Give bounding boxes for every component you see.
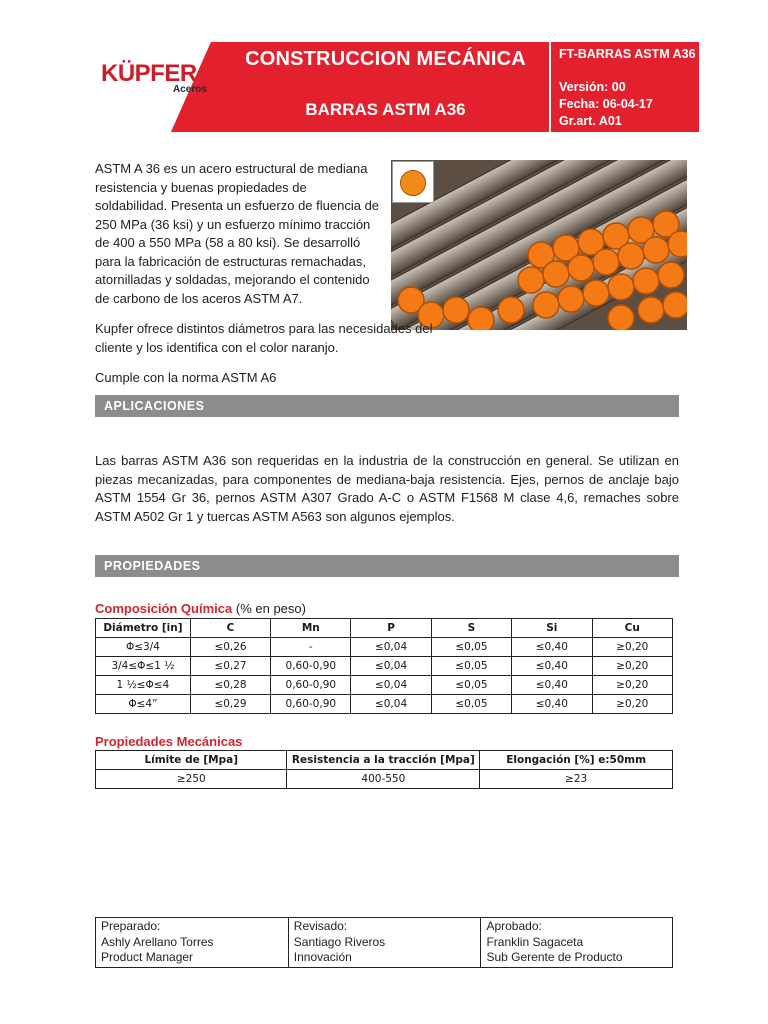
- header-divider: [549, 42, 551, 132]
- mech-properties-title: Propiedades Mecánicas: [95, 734, 243, 749]
- table-cell: ≥0,20: [592, 676, 672, 695]
- table-row: [96, 695, 673, 714]
- steel-bars-image: [391, 160, 687, 330]
- approved-by-cell: [481, 918, 673, 968]
- table-header-cell: P: [351, 619, 431, 638]
- prepared-by-cell: [96, 918, 289, 968]
- table-header-cell: Si: [512, 619, 592, 638]
- table-header-cell: Elongación [%] e:50mm: [480, 751, 673, 770]
- table-header-cell: Mn: [271, 619, 351, 638]
- table-row: [96, 638, 673, 657]
- document-version: Versión: 00: [559, 80, 626, 94]
- table-cell: ≤0,05: [431, 638, 511, 657]
- document-meta: [559, 46, 696, 130]
- table-cell: ≤0,28: [190, 676, 270, 695]
- header-subtitle: BARRAS ASTM A36: [305, 100, 466, 119]
- approval-table: [95, 917, 673, 968]
- table-cell: ≥250: [96, 770, 287, 789]
- table-header-cell: Límite de [Mpa]: [96, 751, 287, 770]
- signature-name: Ashly Arellano Torres: [101, 934, 214, 949]
- table-cell: ≥0,20: [592, 695, 672, 714]
- table-cell: ≤0,05: [431, 695, 511, 714]
- signature-label: Revisado:: [293, 919, 348, 933]
- aplicaciones-paragraph: Las barras ASTM A36 son requeridas en la industria de la construcción en general. Se utilizan en piezas mecanizadas, para componentes de mediana-baja resistencia. Ejes, pernos de anclaje bajo ASTM 1554 Gr 36, pernos ASTM A307 Grado A-C o ASTM F1568 M clase 4,6, remaches sobre ASTM A502 Gr 1 y tuercas ASTM A563 son algunos ejemplos.: [95, 453, 679, 524]
- table-cell: 0,60-0,90: [271, 695, 351, 714]
- intro-paragraph: ASTM A 36 es un acero estructural de mediana resistencia y buenas propiedades de soldabilidad. Presenta un esfuerzo de fluencia de 250 MPa (36 ksi) y un esfuerzo mínimo tracción de 400 a 550 MPa (58 a 80 ksi). Se desarrolló para la fabricación de estructuras remachadas, atornilladas y soldadas, mejorando el contenido de carbono de los aceros ASTM A7.: [95, 161, 380, 306]
- table-row: [96, 918, 673, 968]
- signature-label: Aprobado:: [486, 919, 542, 933]
- table-cell: Φ≤3/4: [96, 638, 191, 657]
- table-cell: ≤0,27: [190, 657, 270, 676]
- logo-subtext: Aceros: [173, 84, 207, 95]
- signature-name: Santiago Riveros: [293, 934, 386, 949]
- table-header-cell: Cu: [592, 619, 672, 638]
- table-cell: ≥0,20: [592, 638, 672, 657]
- table-cell: ≤0,04: [351, 638, 431, 657]
- orange-identification-icon: [400, 170, 426, 196]
- table-cell: ≤0,40: [512, 676, 592, 695]
- norma-text: Cumple con la norma ASTM A6: [95, 370, 277, 385]
- table-cell: ≤0,05: [431, 676, 511, 695]
- table-cell: 0,60-0,90: [271, 657, 351, 676]
- signature-role: Product Manager: [101, 950, 194, 964]
- mech-properties-table: [95, 750, 673, 789]
- color-swatch: [392, 161, 434, 203]
- signature-role: Innovación: [293, 950, 352, 964]
- reviewed-by-cell: [288, 918, 481, 968]
- table-header-cell: S: [431, 619, 511, 638]
- table-cell: ≤0,40: [512, 638, 592, 657]
- table-cell: ≥23: [480, 770, 673, 789]
- document-header: [93, 42, 699, 132]
- table-header-row: [96, 619, 673, 638]
- table-cell: Φ≤4”: [96, 695, 191, 714]
- table-cell: -: [271, 638, 351, 657]
- signature-role: Sub Gerente de Producto: [486, 950, 623, 964]
- section-aplicaciones: APLICACIONES: [95, 395, 679, 417]
- header-title: CONSTRUCCION MECÁNICA: [245, 48, 526, 70]
- table-header-cell: Resistencia a la tracción [Mpa]: [287, 751, 480, 770]
- chem-composition-title: [95, 601, 306, 616]
- signature-label: Preparado:: [101, 919, 161, 933]
- product-photo: [391, 160, 687, 330]
- document-group: Gr.art. A01: [559, 114, 622, 128]
- table-cell: ≤0,40: [512, 695, 592, 714]
- table-header-cell: Diámetro [in]: [96, 619, 191, 638]
- table-cell: ≤0,04: [351, 695, 431, 714]
- table-cell: ≤0,04: [351, 657, 431, 676]
- signature-name: Franklin Sagaceta: [486, 934, 584, 949]
- table-cell: 0,60-0,90: [271, 676, 351, 695]
- table-cell: 1 ½≤Φ≤4: [96, 676, 191, 695]
- logo-wordmark: KÜPFER: [101, 60, 197, 87]
- chem-composition-table: [95, 618, 673, 714]
- table-row: [96, 676, 673, 695]
- table-row: [96, 770, 673, 789]
- table-cell: ≥0,20: [592, 657, 672, 676]
- document-code: FT-BARRAS ASTM A36: [559, 47, 696, 61]
- table-cell: ≤0,40: [512, 657, 592, 676]
- table-header-cell: C: [190, 619, 270, 638]
- table-cell: 400-550: [287, 770, 480, 789]
- kupfer-paragraph: Kupfer ofrece distintos diámetros para las necesidades del cliente y los identifica con el color naranjo.: [95, 321, 433, 355]
- table-cell: ≤0,04: [351, 676, 431, 695]
- table-cell: ≤0,29: [190, 695, 270, 714]
- chem-unit-text: (% en peso): [235, 601, 306, 616]
- table-cell: ≤0,26: [190, 638, 270, 657]
- document-date: Fecha: 06-04-17: [559, 97, 653, 111]
- table-cell: ≤0,05: [431, 657, 511, 676]
- chem-title-text: Composición Química: [95, 601, 233, 616]
- table-row: [96, 657, 673, 676]
- table-header-row: [96, 751, 673, 770]
- table-cell: 3/4≤Φ≤1 ½: [96, 657, 191, 676]
- section-propiedades: PROPIEDADES: [95, 555, 679, 577]
- logo: [93, 42, 223, 132]
